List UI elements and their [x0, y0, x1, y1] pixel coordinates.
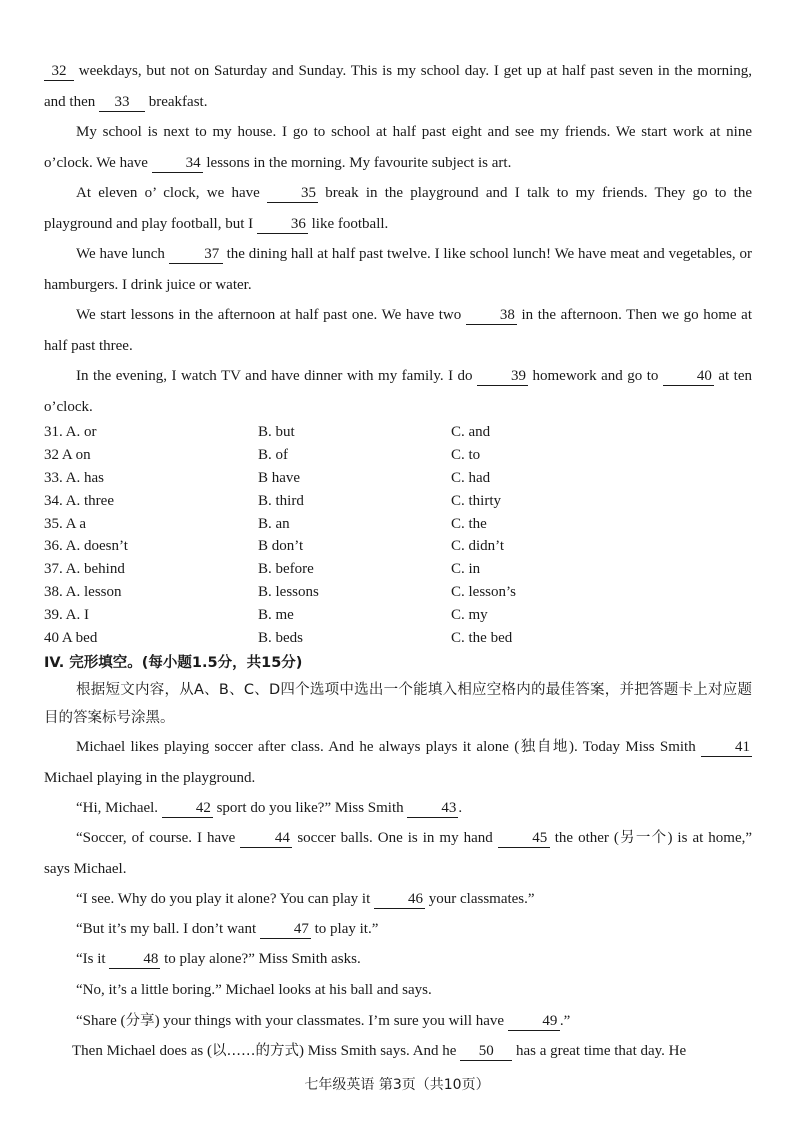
- passage2-paragraph-6: “Is it 48 to play alone?” Miss Smith asks.: [76, 951, 361, 967]
- option-b: B. lessons: [258, 584, 319, 601]
- passage2-paragraph-9: Then Michael does as (以……的方式) Miss Smith says. And he 50 has a great time that day. He: [72, 1043, 687, 1059]
- option-a: 34. A. three: [44, 492, 114, 509]
- passage1-paragraph-6: In the evening, I watch TV and have dinner with my family. I do 39 homework and go to 40 at ten o’clock.: [44, 368, 752, 415]
- option-c: C. my: [451, 607, 488, 624]
- option-c: C. lesson’s: [451, 584, 517, 601]
- option-a: 36. A. doesn’t: [44, 538, 128, 555]
- passage2-paragraph-7: “No, it’s a little boring.” Michael looks at his ball and says.: [76, 982, 432, 998]
- option-b: B have: [258, 469, 301, 486]
- option-b: B. me: [258, 607, 294, 624]
- passage1-paragraph-3: At eleven o’ clock, we have 35 break in the playground and I talk to my friends. They go to the playground and play football, but I 36 like football.: [44, 185, 752, 232]
- passage2-paragraph-3: “Soccer, of course. I have 44 soccer balls. One is in my hand 45 the other (另一个) is at home,” says Michael.: [44, 830, 753, 877]
- blank-34: 34: [152, 154, 203, 173]
- option-c: C. and: [451, 424, 491, 440]
- option-a: 35. A a: [44, 515, 87, 532]
- page-footer: 七年级英语 第3页（共10页）: [304, 1077, 490, 1093]
- option-c: C. the: [451, 515, 487, 532]
- blank-45: 45: [498, 829, 550, 848]
- passage1-paragraph-2: My school is next to my house. I go to school at half past eight and see my friends. We start work at nine o’clock. We have 34 lessons in the morning. My favourite subject is art.: [44, 124, 752, 171]
- option-c: C. thirty: [451, 492, 502, 509]
- blank-43: 43: [407, 799, 458, 818]
- blank-44: 44: [240, 829, 292, 848]
- option-b: B. of: [258, 446, 288, 463]
- blank-40: 40: [663, 367, 714, 386]
- option-a: 37. A. behind: [44, 561, 125, 578]
- section-heading: IV. 完形填空。(每小题1.5分，共15分): [44, 655, 303, 671]
- blank-41: 41: [701, 738, 752, 757]
- blank-37: 37: [169, 245, 223, 264]
- option-a: 31. A. or: [44, 424, 97, 440]
- option-row-36: [44, 535, 752, 558]
- option-row-40: [44, 627, 752, 650]
- blank-47: 47: [260, 920, 311, 939]
- passage2-paragraph-2: “Hi, Michael. 42 sport do you like?” Miss Smith 43 .: [76, 800, 463, 816]
- option-row-33: [44, 467, 752, 490]
- option-a: 39. A. I: [44, 607, 89, 624]
- option-row-31: [44, 421, 752, 444]
- passage2-paragraph-5: “But it’s my ball. I don’t want 47 to play it.”: [76, 921, 379, 937]
- option-row-35: [44, 513, 752, 536]
- option-a: 40 A bed: [44, 630, 98, 647]
- option-row-34: [44, 490, 752, 513]
- passage1-paragraph-1: 32 weekdays, but not on Saturday and Sunday. This is my school day. I get up at half past seven in the morning, and then 33 breakfast.: [44, 63, 752, 110]
- blank-49: 49: [508, 1012, 560, 1031]
- option-row-38: [44, 581, 752, 604]
- option-b: B. third: [258, 492, 304, 509]
- option-row-39: [44, 604, 752, 627]
- option-b: B. an: [258, 515, 290, 532]
- option-a: 33. A. has: [44, 469, 104, 486]
- blank-39: 39: [477, 367, 528, 386]
- option-b: B. but: [258, 424, 295, 440]
- blank-35: 35: [267, 184, 318, 203]
- option-b: B don’t: [258, 538, 304, 555]
- option-c: C. the bed: [451, 630, 513, 647]
- option-c: C. to: [451, 446, 481, 463]
- blank-48: 48: [109, 950, 160, 969]
- passage2-paragraph-4: “I see. Why do you play it alone? You can play it 46 your classmates.”: [76, 891, 535, 907]
- blank-38: 38: [466, 306, 517, 325]
- passage2-paragraph-8: “Share (分享) your things with your classmates. I’m sure you will have 49 .”: [76, 1013, 571, 1029]
- option-c: C. had: [451, 469, 491, 486]
- passage2-paragraph-1: Michael likes playing soccer after class. And he always plays it alone (独自地). Today Miss Smith 41 Michael playing in the playground.: [44, 739, 751, 786]
- option-a: 38. A. lesson: [44, 584, 122, 601]
- option-b: B. beds: [258, 630, 303, 647]
- blank-46: 46: [374, 890, 425, 909]
- option-c: C. didn’t: [451, 538, 505, 555]
- blank-33: 33: [99, 93, 145, 112]
- blank-36: 36: [257, 215, 308, 234]
- section-instruction: 根据短文内容，从A、B、C、D四个选项中选出一个能填入相应空格内的最佳答案，并把答题卡上对应题目的答案标号涂黑。: [44, 682, 752, 726]
- option-b: B. before: [258, 561, 314, 578]
- option-a: 32 A on: [44, 446, 91, 463]
- answer-options-list: [44, 421, 752, 650]
- passage1-paragraph-4: We have lunch 37 the dining hall at half past twelve. I like school lunch! We have meat and vegetables, or hamburgers. I drink juice or water.: [44, 246, 752, 293]
- blank-50: 50: [460, 1042, 512, 1061]
- option-row-37: [44, 558, 752, 581]
- option-row-32: [44, 444, 752, 467]
- blank-32: 32: [44, 62, 74, 81]
- blank-42: 42: [162, 799, 213, 818]
- passage1-paragraph-5: We start lessons in the afternoon at half past one. We have two 38 in the afternoon. Then we go home at half past three.: [44, 307, 752, 354]
- option-c: C. in: [451, 561, 481, 578]
